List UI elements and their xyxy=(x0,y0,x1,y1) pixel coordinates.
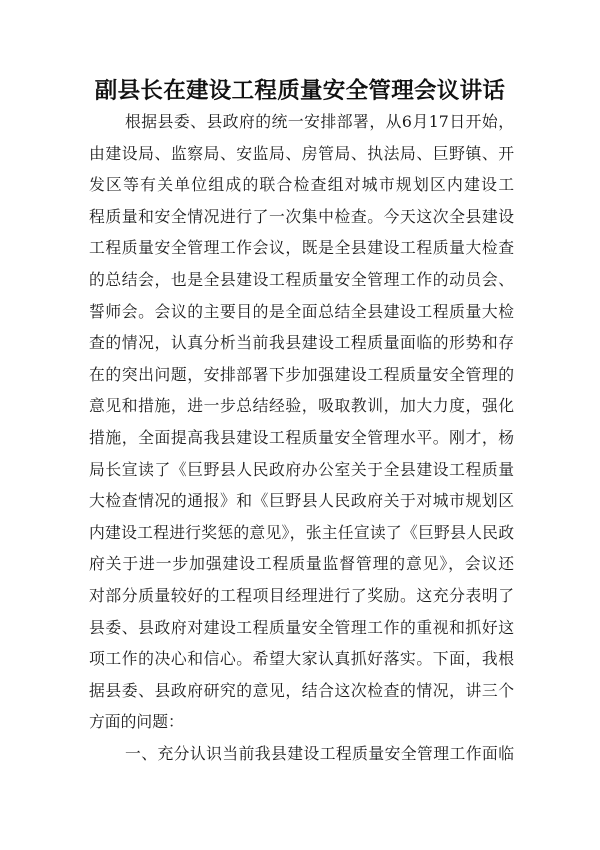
paragraph-line: 程质量和安全情况进行了一次集中检查。今天这次全县建设 xyxy=(89,206,514,226)
paragraph-line: 查的情况，认真分析当前我县建设工程质量面临的形势和存 xyxy=(89,333,514,353)
paragraph-line: 府关于进一步加强建设工程质量监督管理的意见》，会议还 xyxy=(89,554,514,574)
paragraph-line: 措施，全面提高我县建设工程质量安全管理水平。刚才，杨 xyxy=(89,427,514,447)
paragraph-line: 在的突出问题，安排部署下步加强建设工程质量安全管理的 xyxy=(89,364,514,384)
section-heading-line: 一、充分认识当前我县建设工程质量安全管理工作面临 xyxy=(125,743,514,763)
paragraph-line: 的总结会，也是全县建设工程质量安全管理工作的动员会、 xyxy=(89,269,514,289)
paragraph-line: 根据县委、县政府的统一安排部署，从6月17日开始， xyxy=(125,112,514,131)
paragraph-line: 县委、县政府对建设工程质量安全管理工作的重视和抓好这 xyxy=(89,617,514,637)
paragraph-line: 局长宣读了《巨野县人民政府办公室关于全县建设工程质量 xyxy=(89,459,514,479)
paragraph-line: 由建设局、监察局、安监局、房管局、执法局、巨野镇、开 xyxy=(89,143,514,163)
document-title: 副县长在建设工程质量安全管理会议讲话 xyxy=(94,78,506,104)
paragraph-line: 对部分质量较好的工程项目经理进行了奖励。这充分表明了 xyxy=(89,585,514,605)
paragraph-line: 发区等有关单位组成的联合检查组对城市规划区内建设工 xyxy=(89,175,514,195)
paragraph-line: 据县委、县政府研究的意见，结合这次检查的情况，讲三个 xyxy=(89,680,514,700)
paragraph-line: 项工作的决心和信心。希望大家认真抓好落实。下面，我根 xyxy=(89,649,514,669)
paragraph-line: 工程质量安全管理工作会议，既是全县建设工程质量大检查 xyxy=(89,238,514,258)
paragraph-line: 方面的问题： xyxy=(89,712,184,732)
paragraph-line: 誓师会。会议的主要目的是全面总结全县建设工程质量大检 xyxy=(89,301,514,321)
paragraph-line: 大检查情况的通报》和《巨野县人民政府关于对城市规划区 xyxy=(89,491,514,511)
document-body xyxy=(89,106,514,769)
paragraph-line: 意见和措施，进一步总结经验，吸取教训，加大力度，强化 xyxy=(89,396,514,416)
paragraph-line: 内建设工程进行奖惩的意见》，张主任宣读了《巨野县人民政 xyxy=(89,522,514,542)
